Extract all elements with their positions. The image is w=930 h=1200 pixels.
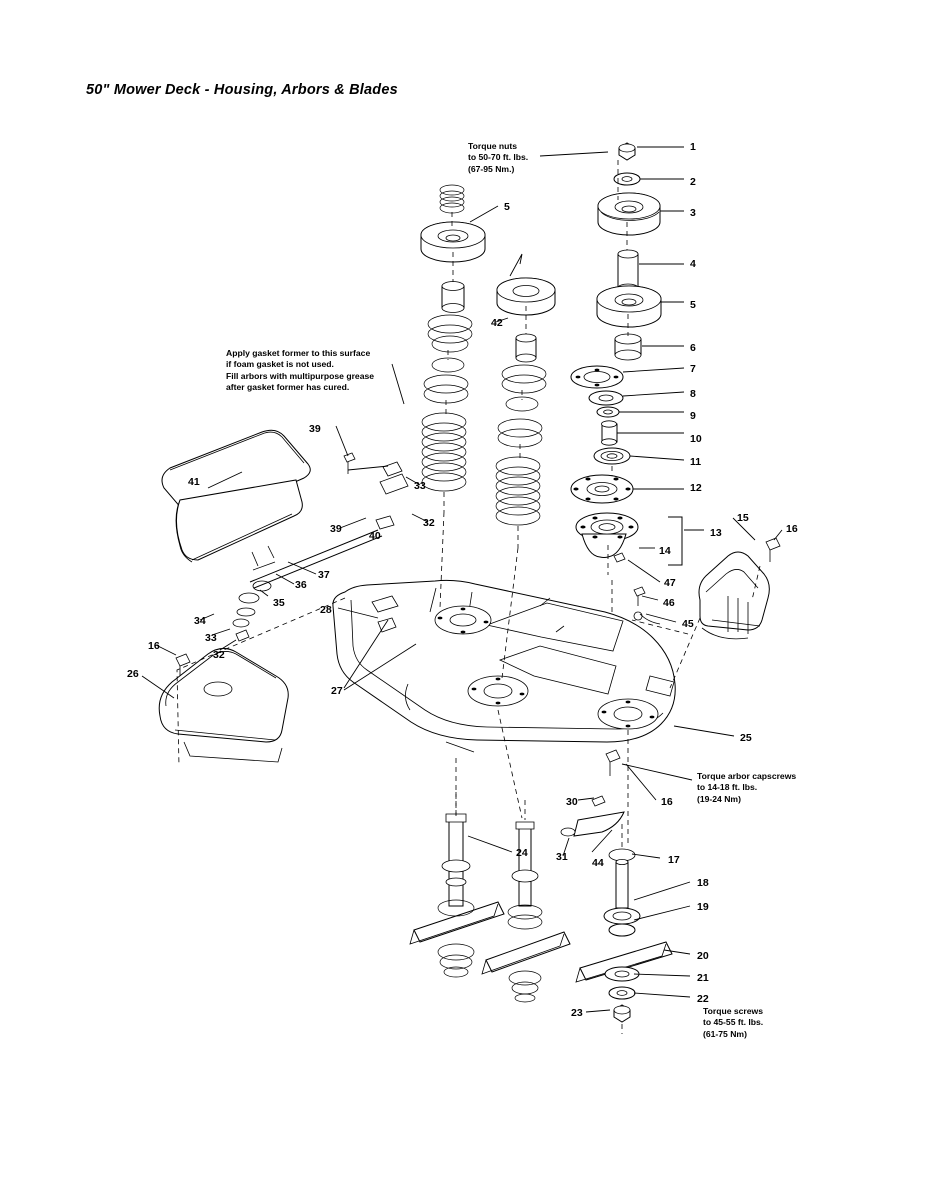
callout-number-9: 9 [690, 410, 696, 422]
callout-number-22: 22 [697, 993, 709, 1005]
callout-number-15: 15 [737, 512, 749, 524]
callout-number-4: 4 [690, 258, 696, 270]
callout-number-33: 33 [205, 632, 217, 644]
note-torque-arbor-capscrews [697, 771, 796, 805]
deck-shield-26 [159, 648, 288, 762]
note-line: to 50-70 ft. lbs. [468, 152, 529, 163]
note-line: to 45-55 ft. lbs. [703, 1017, 764, 1028]
note-line: to 14-18 ft. lbs. [697, 782, 758, 793]
callout-number-46: 46 [663, 597, 675, 609]
callout-number-7: 7 [690, 363, 696, 375]
discharge-cover-41 [162, 430, 310, 566]
callout-number-5: 5 [690, 299, 696, 311]
callout-number-10: 10 [690, 433, 702, 445]
callout-number-47: 47 [664, 577, 676, 589]
callout-number-40: 40 [369, 530, 381, 542]
callout-number-41: 41 [188, 476, 200, 488]
deck-shield-15 [699, 552, 769, 639]
callout-number-33: 33 [414, 480, 426, 492]
note-line: (67-95 Nm.) [468, 163, 515, 174]
callout-number-16: 16 [661, 796, 673, 808]
mower-deck-housing [333, 577, 676, 752]
callout-number-24: 24 [516, 847, 528, 859]
note-line: (19-24 Nm) [697, 793, 741, 804]
callout-number-39: 39 [309, 423, 321, 435]
callout-number-6: 6 [690, 342, 696, 354]
note-line: Torque arbor capscrews [697, 771, 797, 781]
callout-number-3: 3 [690, 207, 696, 219]
callout-number-5: 5 [504, 201, 510, 213]
callout-number-34: 34 [194, 615, 206, 627]
callout-number-11: 11 [690, 456, 702, 468]
arbor-stack-middle [421, 185, 555, 548]
callout-number-32: 32 [423, 517, 435, 529]
note-line: Apply gasket former to this surface [226, 348, 371, 358]
callout-number-2: 2 [690, 176, 696, 188]
callout-number-30: 30 [566, 796, 578, 808]
note-torque-nuts [468, 141, 528, 175]
callout-number-20: 20 [697, 950, 709, 962]
callout-number-26: 26 [127, 668, 139, 680]
callout-number-19: 19 [697, 901, 709, 913]
callout-number-27: 27 [331, 685, 343, 697]
callout-number-37: 37 [318, 569, 330, 581]
callout-number-42: 42 [491, 317, 503, 329]
callout-number-18: 18 [697, 877, 709, 889]
callout-number-45: 45 [682, 618, 694, 630]
note-line: Torque nuts [468, 141, 518, 151]
callout-number-21: 21 [697, 972, 709, 984]
callout-number-32: 32 [213, 649, 225, 661]
blade-assemblies [410, 792, 672, 1034]
callout-number-44: 44 [592, 857, 604, 869]
callout-number-36: 36 [295, 579, 307, 591]
callout-number-23: 23 [571, 1007, 583, 1019]
note-line: (61-75 Nm) [703, 1028, 747, 1039]
note-line: Torque screws [703, 1006, 764, 1016]
callout-number-39: 39 [330, 523, 342, 535]
note-line: Fill arbors with multipurpose grease [226, 370, 375, 381]
callout-number-14: 14 [659, 545, 671, 557]
note-line: after gasket former has cured. [226, 382, 350, 393]
callout-number-31: 31 [556, 851, 568, 863]
callout-number-8: 8 [690, 388, 696, 400]
callout-number-35: 35 [273, 597, 285, 609]
page-title: 50" Mower Deck - Housing, Arbors & Blades [86, 82, 398, 98]
callout-number-28: 28 [320, 604, 332, 616]
callout-number-13: 13 [710, 527, 722, 539]
callout-number-1: 1 [690, 141, 696, 153]
note-gasket-former [226, 348, 374, 393]
callout-number-12: 12 [690, 482, 702, 494]
callout-number-16: 16 [148, 640, 160, 652]
callout-number-25: 25 [740, 732, 752, 744]
callout-number-17: 17 [668, 854, 680, 866]
note-torque-screws [703, 1006, 763, 1040]
note-line: if foam gasket is not used. [226, 359, 334, 370]
callout-number-16: 16 [786, 523, 798, 535]
